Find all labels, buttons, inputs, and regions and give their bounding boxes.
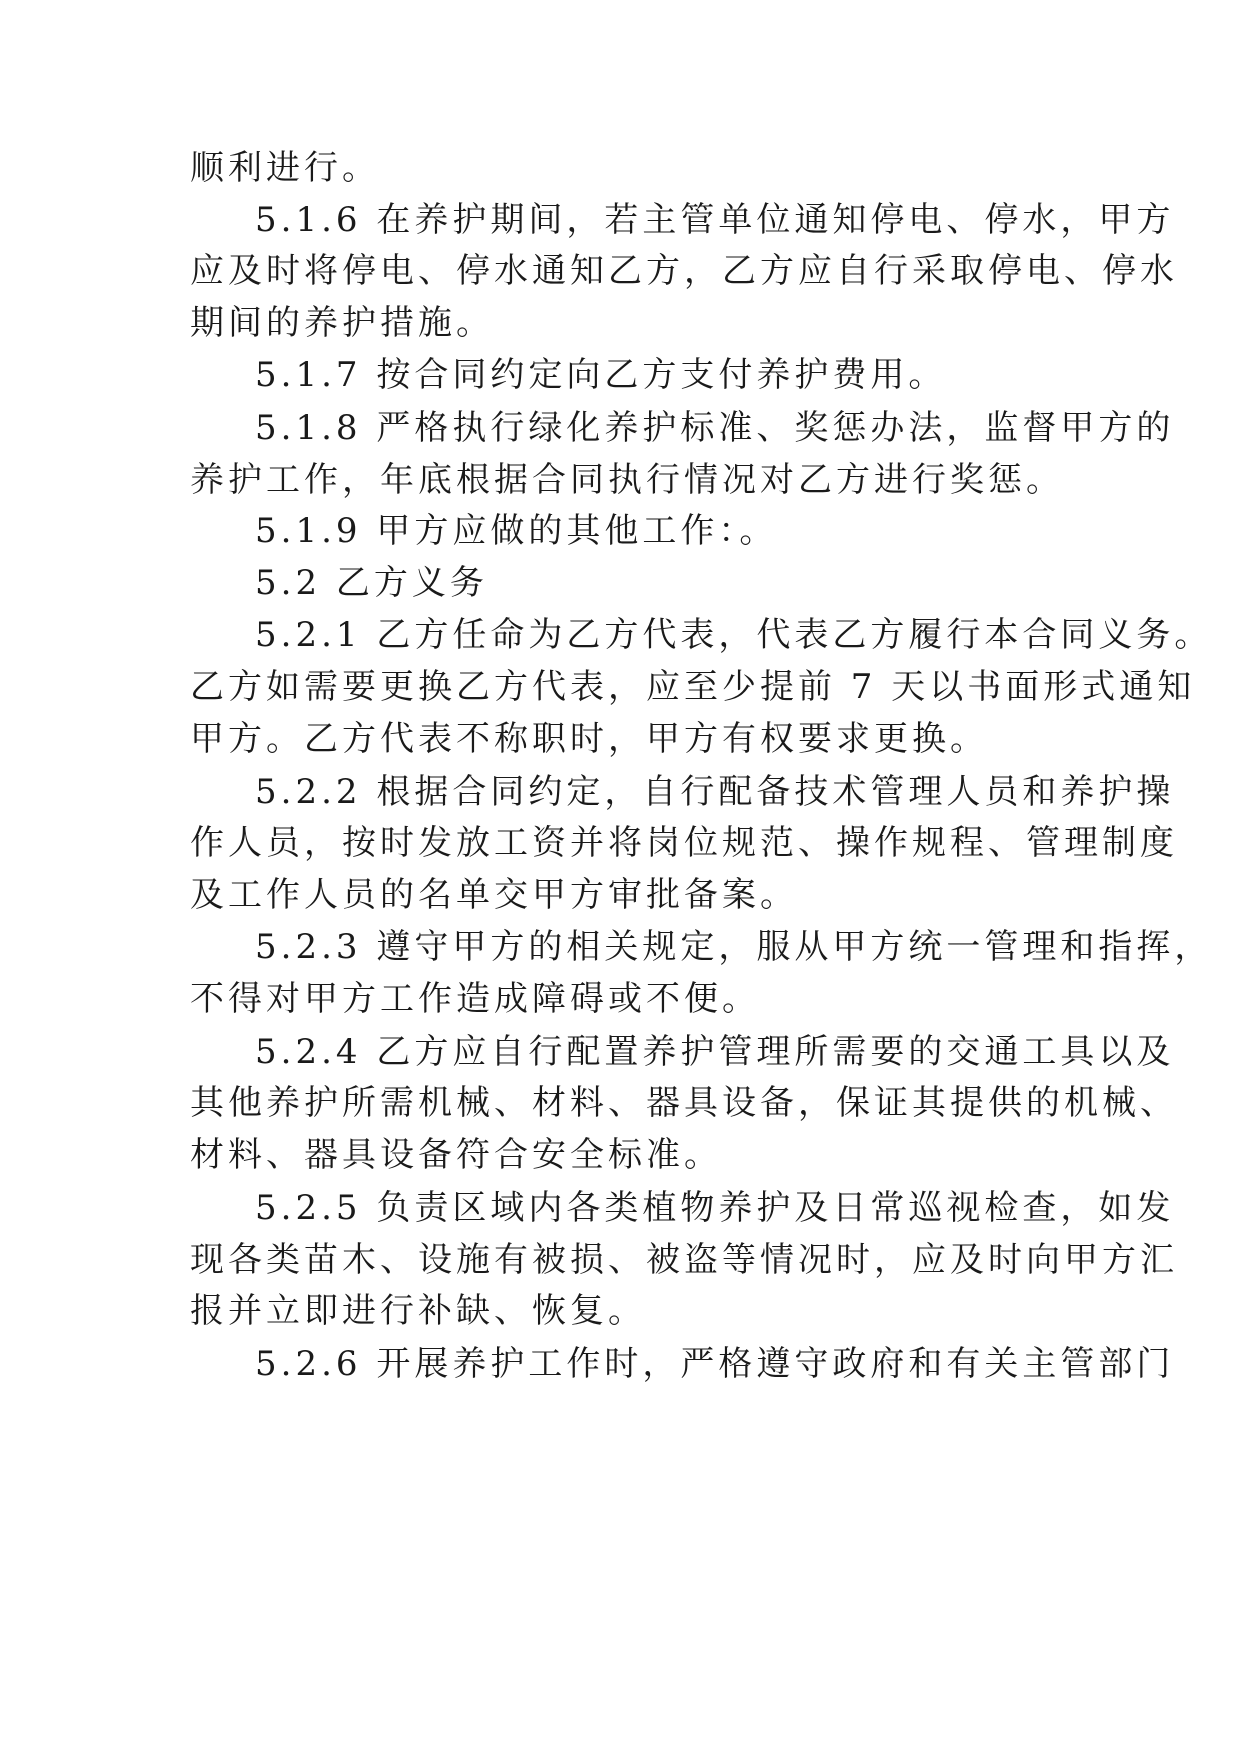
text-line: 材料、器具设备符合安全标准。 <box>190 1135 722 1175</box>
text-line: 报并立即进行补缺、恢复。 <box>190 1291 646 1331</box>
paragraph-5-1-6: 5.1.6 在养护期间，若主管单位通知停电、停水，甲方 <box>255 200 1175 240</box>
paragraph-5-2-4: 5.2.4 乙方应自行配置养护管理所需要的交通工具以及 <box>255 1032 1175 1072</box>
paragraph-5-2-1: 5.2.1 乙方任命为乙方代表，代表乙方履行本合同义务。 <box>255 615 1213 655</box>
text-line: 顺利进行。 <box>190 148 380 188</box>
text-line: 现各类苗木、设施有被损、被盗等情况时，应及时向甲方汇 <box>190 1240 1178 1280</box>
paragraph-5-2-2: 5.2.2 根据合同约定，自行配备技术管理人员和养护操 <box>255 772 1175 812</box>
paragraph-5-2-3: 5.2.3 遵守甲方的相关规定，服从甲方统一管理和指挥， <box>255 927 1213 967</box>
paragraph-5-1-8: 5.1.8 严格执行绿化养护标准、奖惩办法，监督甲方的 <box>255 408 1175 448</box>
paragraph-5-1-7: 5.1.7 按合同约定向乙方支付养护费用。 <box>255 355 947 395</box>
text-line: 其他养护所需机械、材料、器具设备，保证其提供的机械、 <box>190 1083 1178 1123</box>
paragraph-5-2-6: 5.2.6 开展养护工作时，严格遵守政府和有关主管部门 <box>255 1344 1175 1384</box>
text-line: 甲方。乙方代表不称职时，甲方有权要求更换。 <box>190 719 988 759</box>
paragraph-5-2-5: 5.2.5 负责区域内各类植物养护及日常巡视检查，如发 <box>255 1188 1175 1228</box>
text-line: 及工作人员的名单交甲方审批备案。 <box>190 875 798 915</box>
text-line: 期间的养护措施。 <box>190 303 494 343</box>
text-line: 作人员，按时发放工资并将岗位规范、操作规程、管理制度 <box>190 823 1178 863</box>
section-heading-5-2: 5.2 乙方义务 <box>255 563 488 603</box>
text-line: 养护工作，年底根据合同执行情况对乙方进行奖惩。 <box>190 460 1064 500</box>
text-line: 乙方如需要更换乙方代表，应至少提前 7 天以书面形式通知 <box>190 667 1196 707</box>
text-line: 不得对甲方工作造成障碍或不便。 <box>190 979 760 1019</box>
paragraph-5-1-9: 5.1.9 甲方应做的其他工作：。 <box>255 511 778 551</box>
text-line: 应及时将停电、停水通知乙方，乙方应自行采取停电、停水 <box>190 251 1178 291</box>
